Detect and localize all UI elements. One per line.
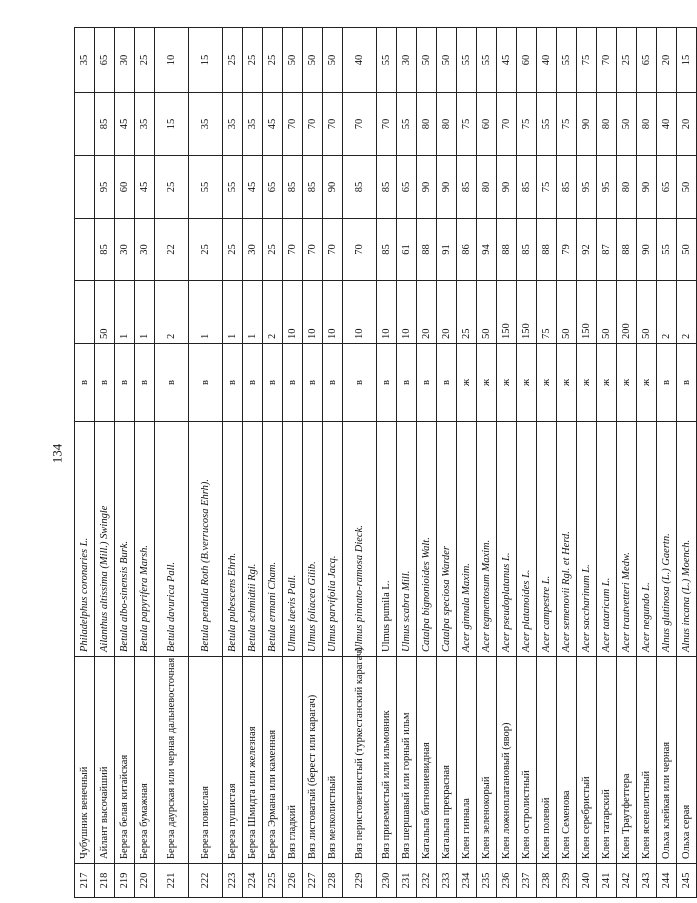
latin-name-cell: Alnus glutinosa (L.) Gaertn.: [657, 422, 677, 657]
latin-name-cell: Betula davurica Pall.: [155, 422, 189, 657]
value-1-cell: 1: [189, 281, 223, 344]
value-3-cell: 90: [437, 156, 457, 219]
value-3-cell: 90: [323, 156, 343, 219]
latin-name-cell: Acer pseudoplatanus L.: [497, 422, 517, 657]
value-1-cell: 50: [637, 281, 657, 344]
value-2-cell: 92: [577, 219, 597, 281]
value-2-cell: 94: [477, 219, 497, 281]
type-cell: в: [323, 344, 343, 422]
value-3-cell: 75: [537, 156, 557, 219]
row-number-cell: 225: [263, 864, 283, 898]
type-cell: ж: [577, 344, 597, 422]
value-3-cell: 45: [243, 156, 263, 219]
russian-name-cell: Ольха клейкая или черная: [657, 657, 677, 864]
value-4-cell: 70: [343, 93, 377, 156]
russian-name-cell: Катальпа прекрасная: [437, 657, 457, 864]
table-row: [537, 28, 557, 898]
value-1-cell: 150: [577, 281, 597, 344]
latin-name-cell: Philadelphus coronaries L.: [75, 422, 95, 657]
rotated-table-wrapper: [74, 28, 697, 898]
russian-name-cell: Катальпа бигнониевидная: [417, 657, 437, 864]
value-4-cell: 75: [517, 93, 537, 156]
value-3-cell: 90: [497, 156, 517, 219]
value-5-cell: 60: [517, 28, 537, 93]
russian-name-cell: Вяз перистоветвистый (туркестанский карагач): [343, 657, 377, 864]
table-row: [323, 28, 343, 898]
value-5-cell: 75: [577, 28, 597, 93]
value-3-cell: 95: [597, 156, 617, 219]
type-cell: в: [263, 344, 283, 422]
row-number-cell: 217: [75, 864, 95, 898]
row-number-cell: 226: [283, 864, 303, 898]
russian-name-cell: Вяз гладкий: [283, 657, 303, 864]
russian-name-cell: Береза белая китайская: [115, 657, 135, 864]
value-2-cell: 50: [677, 219, 697, 281]
value-5-cell: 25: [135, 28, 155, 93]
value-4-cell: 45: [115, 93, 135, 156]
value-4-cell: 75: [557, 93, 577, 156]
type-cell: ж: [537, 344, 557, 422]
table-row: [517, 28, 537, 898]
value-4-cell: 80: [417, 93, 437, 156]
value-4-cell: 70: [497, 93, 517, 156]
value-5-cell: 25: [223, 28, 243, 93]
value-4-cell: 50: [617, 93, 637, 156]
type-cell: в: [657, 344, 677, 422]
table-row: [557, 28, 577, 898]
table-row: [155, 28, 189, 898]
value-4-cell: 55: [397, 93, 417, 156]
type-cell: ж: [457, 344, 477, 422]
latin-name-cell: Betula schmidtii Rgl.: [243, 422, 263, 657]
table-row: [617, 28, 637, 898]
value-4-cell: 85: [95, 93, 115, 156]
value-1-cell: 1: [115, 281, 135, 344]
value-4-cell: 80: [597, 93, 617, 156]
value-4-cell: 20: [677, 93, 697, 156]
value-3-cell: 85: [283, 156, 303, 219]
latin-name-cell: Ailanthus altissima (Mill.) Swingle: [95, 422, 115, 657]
russian-name-cell: Клен серебристый: [577, 657, 597, 864]
table-row: [677, 28, 697, 898]
value-3-cell: 60: [115, 156, 135, 219]
russian-name-cell: Клен полевой: [537, 657, 557, 864]
value-5-cell: 15: [189, 28, 223, 93]
latin-name-cell: Acer semenovii Rgl. et Herd.: [557, 422, 577, 657]
russian-name-cell: Клен остролистный: [517, 657, 537, 864]
row-number-cell: 228: [323, 864, 343, 898]
latin-name-cell: Betula pendula Roth (B.verrucosa Ehrh).: [189, 422, 223, 657]
value-3-cell: 55: [189, 156, 223, 219]
value-5-cell: 55: [557, 28, 577, 93]
value-1-cell: 200: [617, 281, 637, 344]
value-4-cell: 90: [577, 93, 597, 156]
latin-name-cell: Catalpa speciosa Warder: [437, 422, 457, 657]
table-row: [457, 28, 477, 898]
latin-name-cell: Betula ermani Cham.: [263, 422, 283, 657]
value-5-cell: 50: [437, 28, 457, 93]
latin-name-cell: Betula pubescens Ehrh.: [223, 422, 243, 657]
value-2-cell: 55: [657, 219, 677, 281]
value-2-cell: 85: [95, 219, 115, 281]
value-5-cell: 20: [657, 28, 677, 93]
value-5-cell: 35: [75, 28, 95, 93]
value-3-cell: 85: [557, 156, 577, 219]
russian-name-cell: Береза Шмидта или железная: [243, 657, 263, 864]
value-2-cell: 30: [115, 219, 135, 281]
latin-name-cell: Acer saccharinum L.: [577, 422, 597, 657]
row-number-cell: 234: [457, 864, 477, 898]
type-cell: в: [303, 344, 323, 422]
value-2-cell: 70: [283, 219, 303, 281]
type-cell: в: [155, 344, 189, 422]
type-cell: в: [189, 344, 223, 422]
value-1-cell: 10: [303, 281, 323, 344]
row-number-cell: 223: [223, 864, 243, 898]
table-row: [223, 28, 243, 898]
value-5-cell: 25: [263, 28, 283, 93]
russian-name-cell: Клен ложноплатановый (явор): [497, 657, 517, 864]
russian-name-cell: Береза пушистая: [223, 657, 243, 864]
value-5-cell: 40: [537, 28, 557, 93]
latin-name-cell: Acer platanoides L.: [517, 422, 537, 657]
table-row: [497, 28, 517, 898]
type-cell: в: [437, 344, 457, 422]
value-4-cell: [75, 93, 95, 156]
value-2-cell: 25: [223, 219, 243, 281]
value-1-cell: [75, 281, 95, 344]
row-number-cell: 233: [437, 864, 457, 898]
value-3-cell: 85: [377, 156, 397, 219]
value-2-cell: 88: [537, 219, 557, 281]
value-3-cell: 85: [517, 156, 537, 219]
russian-name-cell: Чубушник венечный: [75, 657, 95, 864]
value-3-cell: 90: [637, 156, 657, 219]
value-4-cell: 70: [303, 93, 323, 156]
value-2-cell: 61: [397, 219, 417, 281]
type-cell: ж: [617, 344, 637, 422]
plant-table: [74, 27, 697, 898]
value-4-cell: 35: [223, 93, 243, 156]
value-1-cell: 1: [223, 281, 243, 344]
value-2-cell: 25: [189, 219, 223, 281]
type-cell: ж: [517, 344, 537, 422]
value-2-cell: 70: [343, 219, 377, 281]
table-row: [377, 28, 397, 898]
table-row: [437, 28, 457, 898]
table-row: [263, 28, 283, 898]
table-body: [75, 28, 697, 898]
russian-name-cell: Береза бумажная: [135, 657, 155, 864]
type-cell: в: [283, 344, 303, 422]
value-2-cell: [75, 219, 95, 281]
latin-name-cell: Acer negundo L.: [637, 422, 657, 657]
value-3-cell: 85: [303, 156, 323, 219]
russian-name-cell: Ольха серая: [677, 657, 697, 864]
value-2-cell: 91: [437, 219, 457, 281]
value-5-cell: 55: [477, 28, 497, 93]
row-number-cell: 236: [497, 864, 517, 898]
value-1-cell: 2: [677, 281, 697, 344]
table-row: [343, 28, 377, 898]
value-1-cell: 2: [155, 281, 189, 344]
value-5-cell: 50: [417, 28, 437, 93]
latin-name-cell: Acer ginnala Maxim.: [457, 422, 477, 657]
row-number-cell: 239: [557, 864, 577, 898]
table-row: [303, 28, 323, 898]
row-number-cell: 224: [243, 864, 263, 898]
value-2-cell: 70: [323, 219, 343, 281]
value-2-cell: 30: [243, 219, 263, 281]
row-number-cell: 222: [189, 864, 223, 898]
value-2-cell: 88: [417, 219, 437, 281]
row-number-cell: 237: [517, 864, 537, 898]
type-cell: ж: [637, 344, 657, 422]
value-1-cell: 75: [537, 281, 557, 344]
value-4-cell: 45: [263, 93, 283, 156]
value-2-cell: 85: [517, 219, 537, 281]
value-2-cell: 86: [457, 219, 477, 281]
value-2-cell: 90: [637, 219, 657, 281]
value-1-cell: 1: [243, 281, 263, 344]
type-cell: в: [377, 344, 397, 422]
value-3-cell: 45: [135, 156, 155, 219]
value-3-cell: 65: [397, 156, 417, 219]
value-3-cell: 55: [223, 156, 243, 219]
latin-name-cell: Ulmus laevis Pall.: [283, 422, 303, 657]
value-1-cell: 2: [657, 281, 677, 344]
table-row: [657, 28, 677, 898]
type-cell: в: [397, 344, 417, 422]
type-cell: в: [135, 344, 155, 422]
value-4-cell: 70: [377, 93, 397, 156]
russian-name-cell: Вяз листоватый (берест или карагач): [303, 657, 323, 864]
value-5-cell: 30: [397, 28, 417, 93]
row-number-cell: 220: [135, 864, 155, 898]
table-row: [75, 28, 95, 898]
row-number-cell: 221: [155, 864, 189, 898]
value-4-cell: 70: [323, 93, 343, 156]
value-3-cell: 85: [457, 156, 477, 219]
value-5-cell: 70: [597, 28, 617, 93]
value-5-cell: 30: [115, 28, 135, 93]
value-5-cell: 55: [377, 28, 397, 93]
value-1-cell: 20: [437, 281, 457, 344]
table-row: [417, 28, 437, 898]
value-1-cell: 10: [343, 281, 377, 344]
row-number-cell: 243: [637, 864, 657, 898]
latin-name-cell: Ulmus scabra Mill.: [397, 422, 417, 657]
value-4-cell: 70: [283, 93, 303, 156]
latin-name-cell: [377, 422, 397, 657]
value-1-cell: 50: [597, 281, 617, 344]
row-number-cell: 218: [95, 864, 115, 898]
row-number-cell: 242: [617, 864, 637, 898]
latin-name-cell: Ulmus parvifolia Jacq.: [323, 422, 343, 657]
value-2-cell: 22: [155, 219, 189, 281]
type-cell: в: [223, 344, 243, 422]
row-number-cell: 235: [477, 864, 497, 898]
type-cell: в: [75, 344, 95, 422]
latin-name-cell: Acer campestre L.: [537, 422, 557, 657]
type-cell: ж: [497, 344, 517, 422]
value-5-cell: 10: [155, 28, 189, 93]
table-row: [95, 28, 115, 898]
row-number-cell: 227: [303, 864, 323, 898]
value-3-cell: 95: [577, 156, 597, 219]
table-row: [397, 28, 417, 898]
russian-name-cell: Клен ясенелистный: [637, 657, 657, 864]
type-cell: ж: [477, 344, 497, 422]
latin-name-cell: Acer tegmentosum Maxim.: [477, 422, 497, 657]
table-row: [189, 28, 223, 898]
value-4-cell: 15: [155, 93, 189, 156]
value-3-cell: 80: [617, 156, 637, 219]
value-3-cell: 65: [263, 156, 283, 219]
value-5-cell: 55: [457, 28, 477, 93]
row-number-cell: 229: [343, 864, 377, 898]
russian-name-cell: Береза Эрмана или каменная: [263, 657, 283, 864]
value-2-cell: 79: [557, 219, 577, 281]
value-1-cell: 20: [417, 281, 437, 344]
type-cell: ж: [597, 344, 617, 422]
value-3-cell: 80: [477, 156, 497, 219]
row-number-cell: 240: [577, 864, 597, 898]
russian-name-cell: Береза даурская или черная дальневосточная: [155, 657, 189, 864]
value-5-cell: 25: [617, 28, 637, 93]
value-2-cell: 85: [377, 219, 397, 281]
russian-name-cell: Клен зеленокорый: [477, 657, 497, 864]
value-5-cell: 50: [323, 28, 343, 93]
table-row: [115, 28, 135, 898]
value-4-cell: 75: [457, 93, 477, 156]
russian-name-cell: Вяз мелколистный: [323, 657, 343, 864]
value-5-cell: 50: [303, 28, 323, 93]
page-number: 134: [49, 443, 65, 464]
row-number-cell: 245: [677, 864, 697, 898]
value-5-cell: 15: [677, 28, 697, 93]
table-row: [597, 28, 617, 898]
latin-name-cell: Betula papyrifera Marsh.: [135, 422, 155, 657]
russian-name-cell: Айлант высочайший: [95, 657, 115, 864]
value-4-cell: 35: [189, 93, 223, 156]
value-3-cell: [75, 156, 95, 219]
value-1-cell: 25: [457, 281, 477, 344]
value-3-cell: 85: [343, 156, 377, 219]
value-3-cell: 90: [417, 156, 437, 219]
russian-name-cell: Клен татарский: [597, 657, 617, 864]
latin-name-cell: Ulmus pinnato-ramosa Dieck.: [343, 422, 377, 657]
value-2-cell: 30: [135, 219, 155, 281]
value-1-cell: 10: [377, 281, 397, 344]
value-4-cell: 80: [637, 93, 657, 156]
value-2-cell: 87: [597, 219, 617, 281]
row-number-cell: 232: [417, 864, 437, 898]
latin-name-cell: Ulmus foliacea Gilib.: [303, 422, 323, 657]
russian-name-cell: Клен Траутфеттера: [617, 657, 637, 864]
value-3-cell: 50: [677, 156, 697, 219]
table-row: [477, 28, 497, 898]
value-1-cell: 150: [497, 281, 517, 344]
russian-name-cell: Вяз приземистый или ильмовник: [377, 657, 397, 864]
table-row: [283, 28, 303, 898]
value-4-cell: 55: [537, 93, 557, 156]
value-2-cell: 88: [617, 219, 637, 281]
value-5-cell: 45: [497, 28, 517, 93]
table-row: [637, 28, 657, 898]
table-row: [243, 28, 263, 898]
value-4-cell: 35: [243, 93, 263, 156]
value-1-cell: 10: [323, 281, 343, 344]
value-5-cell: 40: [343, 28, 377, 93]
russian-name-cell: Вяз шершавый или горный ильм: [397, 657, 417, 864]
type-cell: в: [243, 344, 263, 422]
value-5-cell: 50: [283, 28, 303, 93]
value-3-cell: 65: [657, 156, 677, 219]
value-4-cell: 35: [135, 93, 155, 156]
value-5-cell: 65: [95, 28, 115, 93]
value-1-cell: 50: [95, 281, 115, 344]
russian-name-cell: Береза повислая: [189, 657, 223, 864]
table-row: [577, 28, 597, 898]
latin-name-cell: Alnus incana (L.) Moench.: [677, 422, 697, 657]
value-1-cell: 10: [283, 281, 303, 344]
value-2-cell: 88: [497, 219, 517, 281]
russian-name-cell: Клен Семенова: [557, 657, 577, 864]
latin-name-cell: Betula albo-sinensis Burk.: [115, 422, 135, 657]
value-1-cell: 150: [517, 281, 537, 344]
value-1-cell: 2: [263, 281, 283, 344]
value-4-cell: 40: [657, 93, 677, 156]
row-number-cell: 241: [597, 864, 617, 898]
row-number-cell: 244: [657, 864, 677, 898]
table-row: [135, 28, 155, 898]
value-2-cell: 70: [303, 219, 323, 281]
value-1-cell: 1: [135, 281, 155, 344]
row-number-cell: 231: [397, 864, 417, 898]
value-1-cell: 50: [477, 281, 497, 344]
latin-name-cell: Catalpa bignonioides Walt.: [417, 422, 437, 657]
value-3-cell: 95: [95, 156, 115, 219]
type-cell: в: [343, 344, 377, 422]
value-3-cell: 25: [155, 156, 189, 219]
value-4-cell: 80: [437, 93, 457, 156]
value-2-cell: 25: [263, 219, 283, 281]
value-1-cell: 10: [397, 281, 417, 344]
type-cell: ж: [557, 344, 577, 422]
type-cell: в: [115, 344, 135, 422]
value-1-cell: 50: [557, 281, 577, 344]
russian-name-cell: Клен гиннала: [457, 657, 477, 864]
row-number-cell: 219: [115, 864, 135, 898]
latin-name-cell: Acer tataricum L.: [597, 422, 617, 657]
row-number-cell: 230: [377, 864, 397, 898]
value-4-cell: 60: [477, 93, 497, 156]
value-5-cell: 65: [637, 28, 657, 93]
value-5-cell: 25: [243, 28, 263, 93]
type-cell: в: [95, 344, 115, 422]
latin-name-cell: Acer trautvetteri Medw.: [617, 422, 637, 657]
type-cell: в: [417, 344, 437, 422]
row-number-cell: 238: [537, 864, 557, 898]
latin-name-text: Ulmus pumila L.: [380, 580, 392, 652]
type-cell: в: [677, 344, 697, 422]
